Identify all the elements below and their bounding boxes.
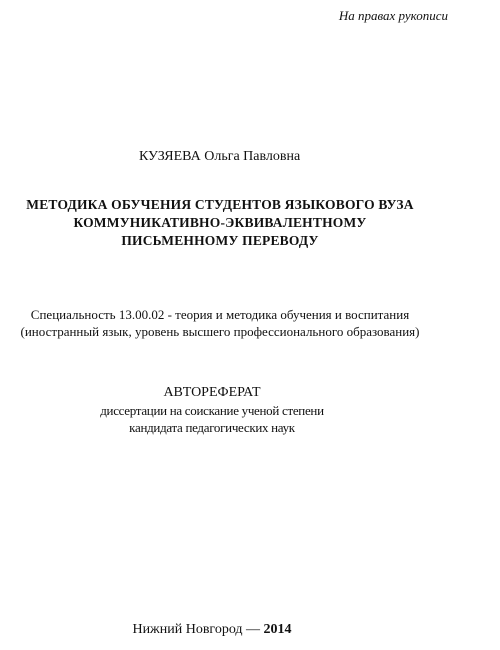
abstract-heading: АВТОРЕФЕРАТ bbox=[163, 385, 261, 400]
dissertation-title bbox=[0, 196, 440, 250]
abstract-line-1: диссертации на соискание ученой степени bbox=[100, 403, 324, 418]
specialty-line-2: (иностранный язык, уровень высшего профессионального образования) bbox=[20, 324, 420, 339]
year: 2014 bbox=[263, 622, 292, 637]
title-line-3: ПИСЬМЕННОМУ ПЕРЕВОДУ bbox=[121, 233, 319, 248]
abstract-block bbox=[0, 384, 424, 436]
dash-separator: — bbox=[242, 622, 264, 637]
author-name: КУЗЯЕВА Ольга Павловна bbox=[139, 149, 301, 164]
title-line-1: МЕТОДИКА ОБУЧЕНИЯ СТУДЕНТОВ ЯЗЫКОВОГО ВУЗА bbox=[26, 197, 414, 212]
city-name: Нижний Новгород bbox=[132, 622, 243, 637]
manuscript-rights-note: На правах рукописи bbox=[338, 8, 448, 23]
title-line-2: КОММУНИКАТИВНО-ЭКВИВАЛЕНТНОМУ bbox=[73, 215, 367, 230]
place-and-year bbox=[0, 623, 424, 637]
specialty-block bbox=[0, 306, 440, 340]
specialty-line-1: Специальность 13.00.02 - теория и методика обучения и воспитания bbox=[30, 307, 410, 322]
abstract-line-2: кандидата педагогических наук bbox=[129, 420, 295, 435]
